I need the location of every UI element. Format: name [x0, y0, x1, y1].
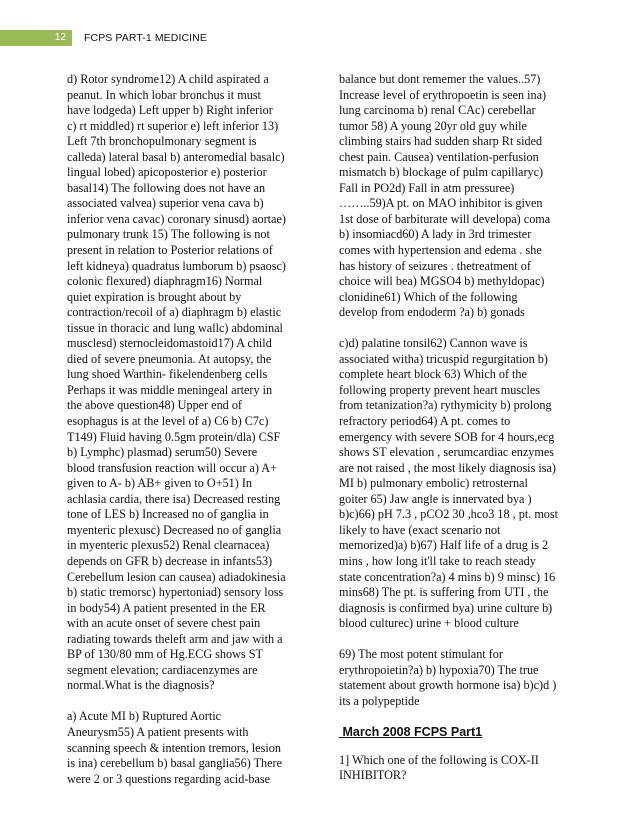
section-question: 1] Which one of the following is COX-II INHIBITOR? — [339, 752, 539, 783]
left-paragraph-1: d) Rotor syndrome12) A child aspirated a peanut. In which lobar bronchus it must have lodgeda) Left upper b) Right inferior c) rt middled) rt superior e) left inferior 13) Left 7th bronchopulmonary segment is calleda) lateral basal b) anteromedial basalc) lingual lobed) apicoposterior e) posterior basal14) The following does not have an associated valvea) superior vena cava b) inferior vena cavac) coronary sinusd) aortae) pulmonary trunk 15) The following is not present in relation to Posterior relations of left kidneya) quadratus lumborum b) psaosc) colonic flexured) diaphragm16) Normal quiet expiration is brought about by contraction/recoil of a) diaphragm b) elastic tissue in thoracic and lung wallc) abdominal musclesd) sternocleidomastoid17) A child died of severe pneumonia. At autopsy, the lung shoed Warthin- fikelendenberg cells Perhaps it was middle meningeal artery in the above question48) Upper end of esophagus is at the level of a) C6 b) C7c) T149) Fluid having 0.5gm protein/dla) CSF b) Lymphc) plasmad) serum50) Severe blood transfusion reaction will occur a) A+ given to A- b) AB+ given to O+51) In achlasia cardia, there isa) Decreased resting tone of LES b) Increased no of ganglia in myenteric plexusc) Decreased no of ganglia in myenteric plexus52) Renal clearnacea) depends on GFR b) decrease in infants53) Cerebellum lesion can causea) adiadokinesia b) static tremorsc) hypertoniad) sensory loss in body54) A patient presented in the ER with an acute onset of severe chest pain radiating towards theleft arm and jaw with a BP of 130/80 mm of Hg.ECG shows ST segment elevation; cardiacenzymes are normal.What is the diagnosis? — [67, 72, 286, 693]
right-paragraph-1: balance but dont rememer the values..57) Increase level of erythropoetin is seen ina) lung carcinoma b) renal CAc) cerebellar tumor 58) A young 20yr old guy while climbing stairs had sudden sharp Rt sided chest pain. Causea) ventilation-perfusion mismatch b) blockage of pulm capillaryc) Fall in PO2d) Fall in atm pressuree) ……..59)A pt. on MAO inhibitor is given 1st dose of barbiturate will developa) coma b) insomiacd60) A lady in 3rd trimester comes with hypertension and edema . she has history of seizures . thetreatment of choice will bea) MGSO4 b) methyldopac) clonidine61) Which of the following develop from endoderm ?a) b) gonads — [339, 72, 551, 320]
running-title: FCPS PART-1 MEDICINE — [84, 32, 207, 44]
right-paragraph-2: c)d) palatine tonsil62) Cannon wave is associated witha) tricuspid regurgitation b) complete heart block 63) Which of the following property prevent heart muscles from tetanization?a) rythymicity b) prolong refractory period64) A pt. comes to emergency with severe SOB for 4 hours,ecg shows ST elevation , serumcardiac enzymes are not raised , the most likely diagnosis isa) MI b) pulmonary embolic) retrosternal goiter 65) Jaw angle is innervated bya ) b)c)66) pH 7.3 , pCO2 30 ,hco3 18 , pt. most likely to have (exact scenario not memorized)a) b)67) Half life of a drug is 2 mins , how long it'll take to reach steady state concentration?a) 4 mins b) 9 minsc) 16 mins68) The pt. is suffering from UTI , the diagnosis is confirmed bya) urine culture b) blood culturec) urine + blood culture — [339, 336, 559, 631]
page-number-badge: 12 — [0, 30, 72, 46]
left-paragraph-2: a) Acute MI b) Ruptured Aortic Aneurysm55) A patient presents with scanning speech & intention tremors, lesion is ina) cerebellum b) basal ganglia56) There were 2 or 3 questions regarding acid-base — [67, 709, 283, 786]
right-paragraph-3: 69) The most potent stimulant for erythropoietin?a) b) hypoxia70) The true statement about growth hormone isa) b)c)d ) its a polypeptide — [339, 647, 557, 708]
page-header — [0, 30, 207, 46]
right-column — [339, 72, 577, 784]
section-heading: March 2008 FCPS Part1 — [339, 724, 483, 739]
left-column — [67, 72, 307, 787]
